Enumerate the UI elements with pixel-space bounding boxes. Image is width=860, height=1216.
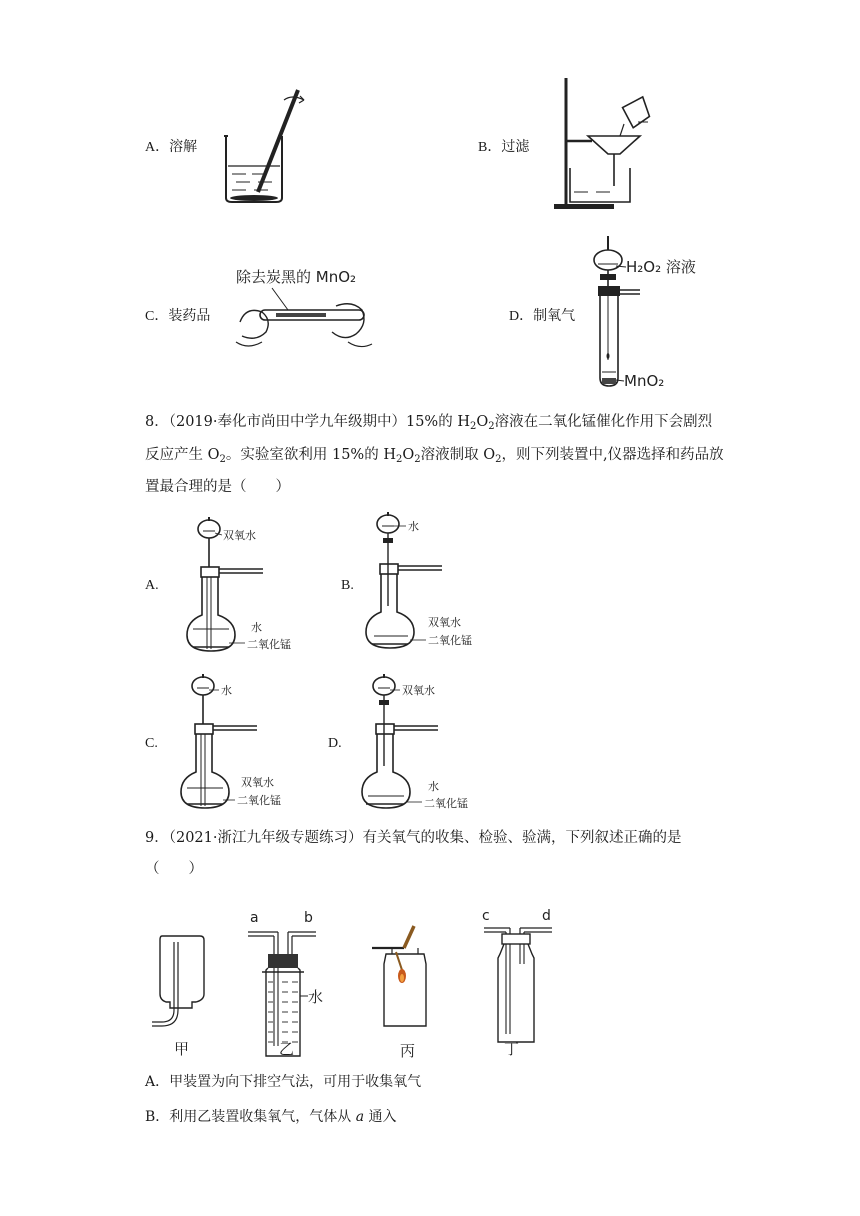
label-bing: 丙 [400, 1042, 416, 1060]
q9-line-1: 9．（2021·浙江九年级专题练习）有关氧气的收集、检验、验满，下列叙述正确的是 [145, 830, 682, 846]
q8-apparatus-a [185, 515, 315, 655]
q7-option-c: C．装药品 [145, 309, 211, 324]
c-label-top: 水 [221, 684, 232, 697]
filtration-figure [548, 74, 668, 214]
q8-line-1: 8．（2019·奉化市尚田中学九年级期中）15%的 $H_2O_2$溶液在二氧化锰催化作用下会剧烈 [145, 414, 713, 432]
q8-option-d: D. [328, 736, 342, 751]
a-label-top: 双氧水 [223, 529, 256, 542]
a-label-mid: 水 [251, 621, 262, 634]
mno2-label: MnO₂ [624, 372, 665, 390]
q8-option-c: C. [145, 736, 158, 751]
q8-apparatus-b [366, 512, 506, 652]
port-c-label: c [482, 908, 490, 924]
q9-apparatus-bing [368, 918, 448, 1058]
q8-option-a: A. [145, 578, 159, 593]
port-b-label: b [304, 910, 313, 926]
c-label-mid: 双氧水 [241, 776, 274, 789]
load-reagent-label: 除去炭黑的 MnO₂ [236, 268, 357, 286]
label-ding: 丁 [504, 1040, 520, 1058]
load-reagent-figure [232, 262, 392, 358]
q8-apparatus-d [356, 672, 506, 812]
c-label-bot: 二氧化锰 [237, 794, 281, 807]
label-jia: 甲 [174, 1040, 190, 1058]
dissolving-beaker-figure [220, 84, 310, 214]
d-label-bot: 二氧化锰 [424, 797, 468, 810]
q9-option-b: B．利用乙装置收集氧气，气体从 a 通入 [145, 1109, 397, 1125]
q9-option-a: A．甲装置为向下排空气法，可用于收集氧气 [145, 1074, 422, 1090]
q9-apparatus-yi [244, 906, 344, 1056]
q7-option-a: A．溶解 [145, 140, 198, 155]
oxygen-generation-figure [588, 234, 728, 394]
d-label-mid: 水 [428, 780, 439, 793]
h2o2-solution-label: H₂O₂ 溶液 [626, 258, 696, 276]
b-label-mid: 双氧水 [428, 616, 461, 629]
label-yi: 乙 [279, 1040, 295, 1058]
q7-option-d: D．制氧气 [509, 309, 576, 324]
q9-apparatus-jia [148, 930, 218, 1058]
port-a-label: a [250, 910, 259, 926]
water-label: 水 [308, 988, 324, 1006]
q9-apparatus-ding [476, 906, 576, 1056]
port-d-label: d [542, 908, 551, 924]
q8-line-3: 置最合理的是（ ） [145, 479, 290, 495]
a-label-bot: 二氧化锰 [247, 638, 291, 651]
d-label-top: 双氧水 [402, 684, 435, 697]
q8-option-b: B. [341, 578, 354, 593]
q8-apparatus-c [177, 672, 317, 812]
b-label-bot: 二氧化锰 [428, 634, 472, 647]
q7-option-b: B．过滤 [478, 140, 530, 155]
q9-line-2: （ ） [145, 861, 203, 877]
b-label-top: 水 [408, 520, 419, 533]
q8-line-2: 反应产生 $O_2$。实验室欲利用 15%的 $H_2O_2$溶液制取 $O_2$，则下列装置中,仪器选择和药品放 [145, 447, 724, 465]
